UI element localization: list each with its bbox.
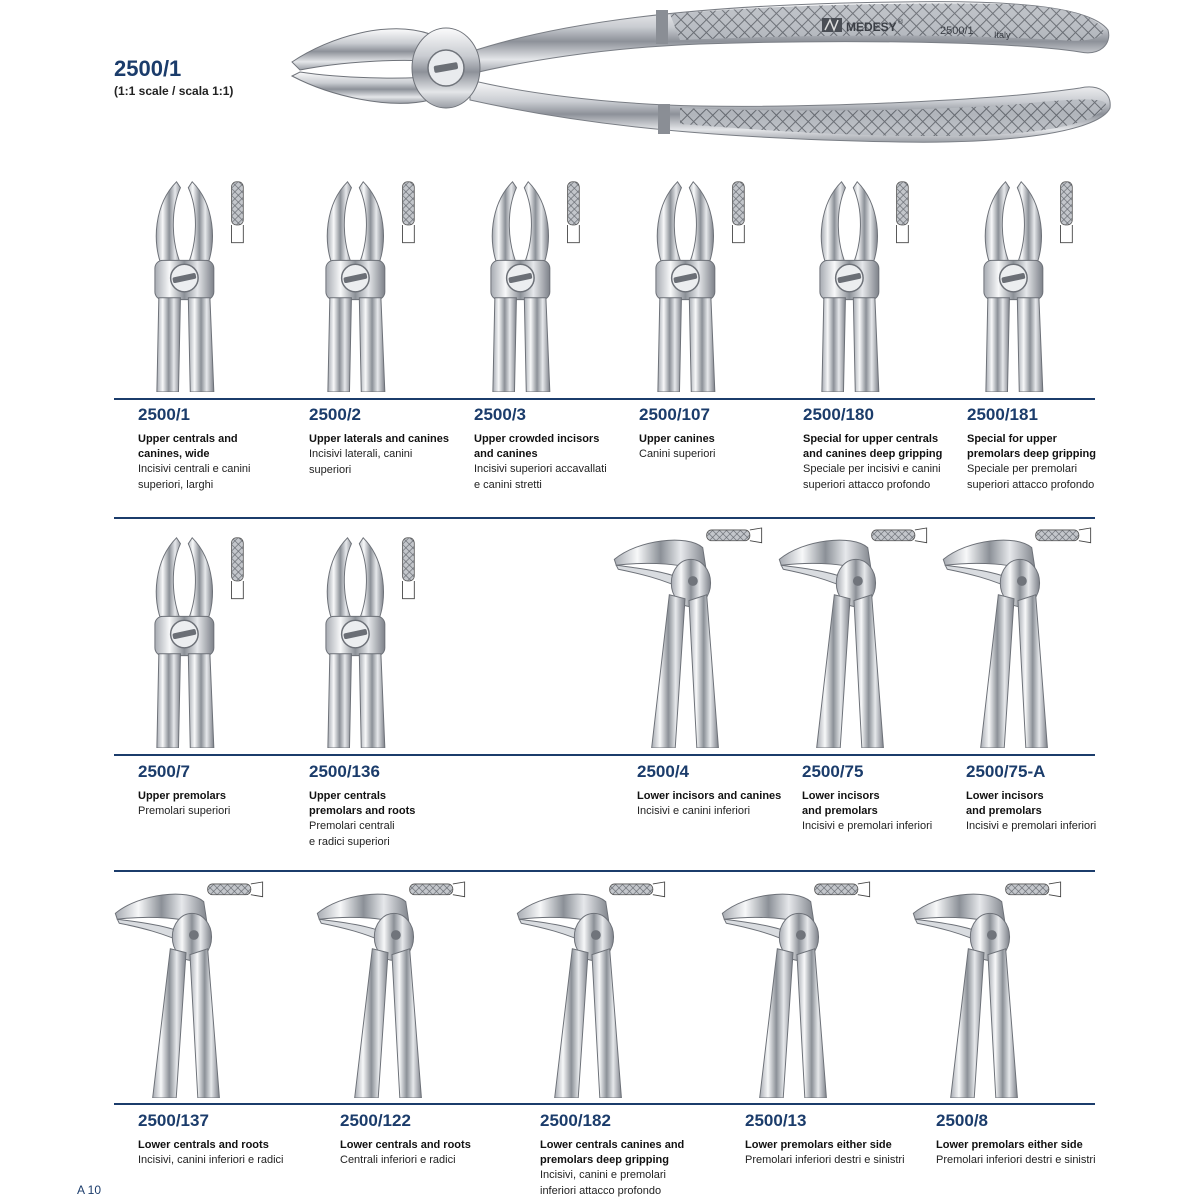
- description-en-line: Upper premolars: [138, 790, 227, 802]
- forceps-image: [310, 880, 470, 1098]
- hero-brand-text: MEDESY: [846, 20, 897, 34]
- description-en-line: Lower incisors and canines: [637, 790, 782, 802]
- forceps-image: [108, 880, 268, 1098]
- description-it-line: Premolari centrali: [309, 820, 395, 832]
- description-it-line: Premolari inferiori destri e sinistri: [936, 1154, 1096, 1166]
- row-divider-3: [114, 754, 1095, 756]
- description-en: [138, 432, 238, 462]
- description-en-line: Lower premolars either side: [745, 1139, 892, 1151]
- description-en-line: premolars deep gripping: [967, 448, 1096, 460]
- description-it: [540, 1168, 666, 1199]
- description-en-line: Special for upper: [967, 433, 1057, 445]
- forceps-image: [476, 170, 606, 392]
- description-en-line: and canines deep gripping: [803, 448, 943, 460]
- description-it: [138, 462, 251, 493]
- description-en-line: canines, wide: [138, 448, 210, 460]
- description-en-line: Upper centrals: [309, 790, 387, 802]
- hero-forceps-image: [0, 0, 1200, 170]
- description-it: [309, 819, 395, 850]
- description-it-line: Incisivi e canini inferiori: [637, 805, 751, 817]
- description-it-line: superiori: [309, 463, 352, 476]
- page-title: 2500/1: [114, 56, 182, 81]
- description-it: [138, 1153, 284, 1169]
- forceps-image: [140, 526, 270, 748]
- description-it: [340, 1153, 456, 1169]
- description-en: [936, 1138, 1083, 1153]
- product-code: 2500/13: [745, 1111, 807, 1130]
- description-en-line: Upper canines: [639, 433, 715, 445]
- product-code: 2500/75: [802, 762, 864, 781]
- description-it-line: superiori, larghi: [138, 478, 214, 491]
- forceps-drawing: [476, 170, 606, 392]
- product-code: 2500/3: [474, 405, 526, 424]
- forceps-drawing: [936, 526, 1096, 748]
- forceps-image: [936, 526, 1096, 748]
- forceps-drawing: [772, 526, 932, 748]
- product-code: 2500/1: [138, 405, 190, 424]
- forceps-drawing: [969, 170, 1099, 392]
- forceps-image: [510, 880, 670, 1098]
- product-code: 2500/2: [309, 405, 361, 424]
- forceps-image: [805, 170, 935, 392]
- description-en-line: and premolars: [802, 805, 878, 817]
- forceps-image: [772, 526, 932, 748]
- description-en-line: premolars deep gripping: [540, 1154, 669, 1166]
- description-it-line: Incisivi laterali, canini: [309, 448, 413, 460]
- description-en: [802, 789, 880, 819]
- description-it: [138, 804, 230, 820]
- product-code: 2500/137: [138, 1111, 209, 1130]
- page-number: A 10: [77, 1183, 102, 1197]
- description-en: [745, 1138, 892, 1153]
- product-code: 2500/75-A: [966, 762, 1046, 781]
- description-it: [967, 462, 1094, 493]
- product-code: 2500/180: [803, 405, 874, 424]
- description-en: [309, 789, 415, 819]
- forceps-image: [906, 880, 1066, 1098]
- description-it: [309, 447, 412, 478]
- forceps-image: [140, 170, 270, 392]
- hero-engraved-code: 2500/1: [940, 25, 974, 37]
- forceps-image: [311, 170, 441, 392]
- row-divider-5: [114, 1103, 1095, 1105]
- forceps-drawing: [311, 526, 441, 748]
- description-it-line: Incisivi e premolari inferiori: [802, 820, 933, 832]
- description-it-line: e radici superiori: [309, 835, 390, 848]
- product-code: 2500/4: [637, 762, 689, 781]
- forceps-drawing: [108, 880, 268, 1098]
- description-en: [803, 432, 942, 462]
- description-en: [309, 432, 449, 447]
- forceps-image: [641, 170, 771, 392]
- forceps-image: [715, 880, 875, 1098]
- description-en: [639, 432, 715, 447]
- description-it-line: Premolari inferiori destri e sinistri: [745, 1154, 905, 1166]
- description-en-line: Lower centrals canines and: [540, 1139, 685, 1151]
- description-en-line: Lower incisors: [966, 790, 1044, 802]
- description-en-line: and premolars: [966, 805, 1042, 817]
- row-divider-2: [114, 517, 1095, 519]
- description-it-line: Speciale per incisivi e canini: [803, 463, 941, 475]
- forceps-drawing: [641, 170, 771, 392]
- description-it-line: Centrali inferiori e radici: [340, 1154, 456, 1166]
- description-en-line: premolars and roots: [309, 805, 416, 817]
- description-en: [474, 432, 599, 462]
- description-en: [637, 789, 781, 804]
- description-en-line: Upper centrals and: [138, 433, 238, 445]
- forceps-image: [969, 170, 1099, 392]
- description-en-line: Lower premolars either side: [936, 1139, 1083, 1151]
- forceps-drawing: [607, 526, 767, 748]
- description-it-line: Premolari superiori: [138, 805, 231, 817]
- description-it: [637, 804, 750, 820]
- description-it-line: Incisivi e premolari inferiori: [966, 820, 1097, 832]
- product-code: 2500/122: [340, 1111, 411, 1130]
- description-en: [138, 789, 226, 804]
- forceps-image: [607, 526, 767, 748]
- description-it-line: e canini stretti: [474, 478, 542, 491]
- product-code: 2500/181: [967, 405, 1038, 424]
- description-it-line: Incisivi centrali e canini: [138, 463, 251, 475]
- description-en: [340, 1138, 471, 1153]
- forceps-drawing: [805, 170, 935, 392]
- description-it-line: Incisivi, canini e premolari: [540, 1169, 666, 1181]
- description-en: [540, 1138, 684, 1168]
- product-code: 2500/107: [639, 405, 710, 424]
- row-divider-1: [114, 398, 1095, 400]
- description-en: [967, 432, 1096, 462]
- description-it-line: superiori attacco profondo: [803, 478, 931, 491]
- description-it: [936, 1153, 1096, 1169]
- hero-brand-mark: ®: [898, 19, 904, 26]
- description-en-line: and canines: [474, 448, 538, 460]
- description-en-line: Upper laterals and canines: [309, 433, 449, 445]
- forceps-drawing: [310, 880, 470, 1098]
- description-en: [966, 789, 1044, 819]
- description-en-line: Lower incisors: [802, 790, 880, 802]
- description-it-line: superiori attacco profondo: [967, 478, 1095, 491]
- description-it: [474, 462, 607, 493]
- description-it-line: inferiori attacco profondo: [540, 1184, 662, 1197]
- description-en-line: Lower centrals and roots: [138, 1139, 269, 1151]
- description-it-line: Incisivi, canini inferiori e radici: [138, 1154, 284, 1166]
- forceps-drawing: [510, 880, 670, 1098]
- description-it: [966, 819, 1096, 835]
- description-en: [138, 1138, 269, 1153]
- product-code: 2500/136: [309, 762, 380, 781]
- forceps-drawing: [140, 526, 270, 748]
- description-it: [745, 1153, 905, 1169]
- forceps-drawing: [140, 170, 270, 392]
- forceps-drawing: [311, 170, 441, 392]
- forceps-image: [311, 526, 441, 748]
- description-en-line: Lower centrals and roots: [340, 1139, 471, 1151]
- hero-origin-text: Italy: [994, 30, 1011, 40]
- description-it: [802, 819, 932, 835]
- forceps-drawing: [906, 880, 1066, 1098]
- description-it-line: Speciale per premolari: [967, 463, 1078, 475]
- description-it: [639, 447, 715, 463]
- description-it-line: Incisivi superiori accavallati: [474, 463, 607, 475]
- product-code: 2500/7: [138, 762, 190, 781]
- product-code: 2500/8: [936, 1111, 988, 1130]
- product-code: 2500/182: [540, 1111, 611, 1130]
- scale-note: (1:1 scale / scala 1:1): [114, 84, 234, 98]
- row-divider-4: [114, 870, 1095, 872]
- forceps-drawing: [715, 880, 875, 1098]
- description-it-line: Canini superiori: [639, 448, 716, 460]
- description-en-line: Upper crowded incisors: [474, 433, 600, 445]
- description-en-line: Special for upper centrals: [803, 433, 939, 445]
- description-it: [803, 462, 941, 493]
